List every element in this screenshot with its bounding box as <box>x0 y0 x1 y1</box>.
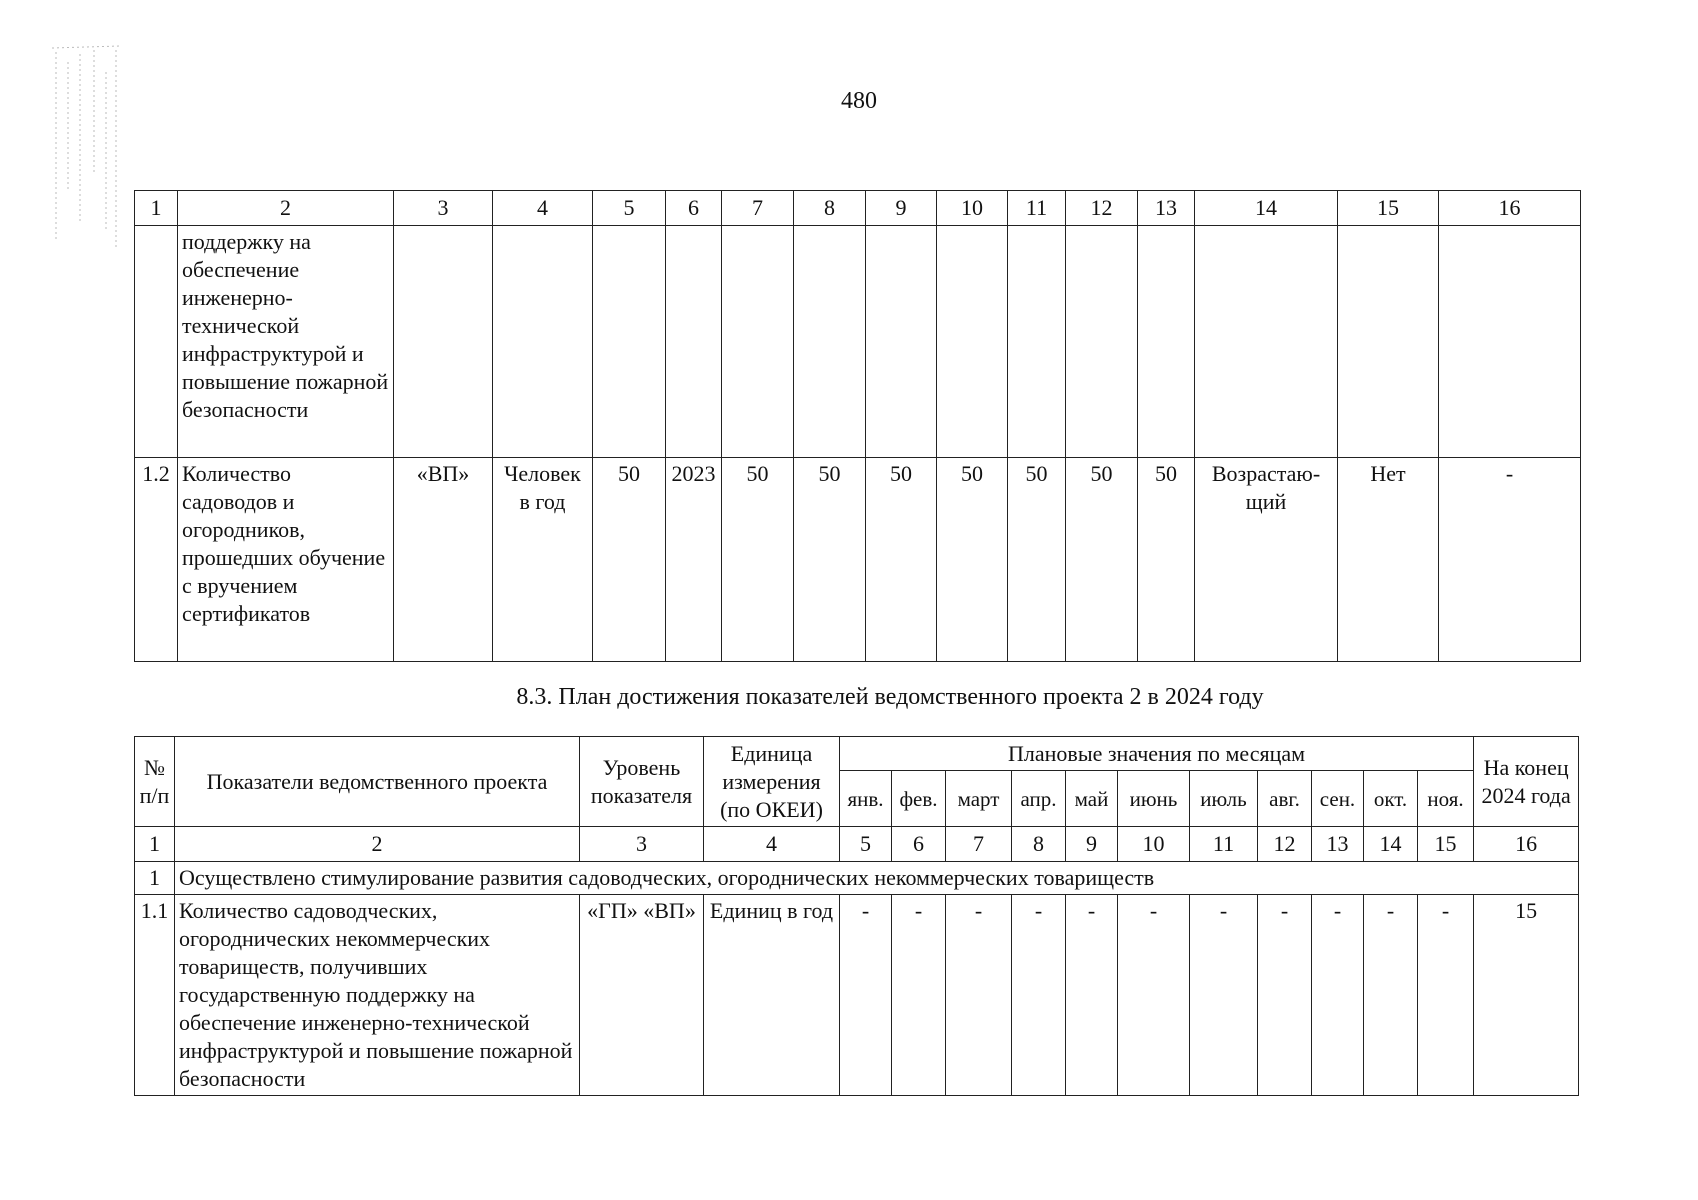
row-number: 1.2 <box>135 458 178 662</box>
indicator-name-continued: поддержку на обеспечение инженерно-технической инфраструктурой и повышение пожарной безопасности <box>178 226 394 458</box>
table-cell <box>493 226 593 458</box>
section-number: 1 <box>135 862 175 895</box>
month-value: - <box>1118 895 1190 1096</box>
month-value: - <box>1190 895 1258 1096</box>
header-cell: 11 <box>1008 191 1066 226</box>
indicator-name: Количество садоводов и огородников, прошедших обучение с вручением сертификатов <box>178 458 394 662</box>
stamp-mark <box>50 42 122 252</box>
column-number: 2 <box>175 827 580 862</box>
dynamics-cell: Возрастаю-щий <box>1195 458 1338 662</box>
month-value: - <box>1012 895 1066 1096</box>
column-number: 10 <box>1118 827 1190 862</box>
header-cell: 3 <box>394 191 493 226</box>
month-header: июнь <box>1118 771 1190 827</box>
month-header: март <box>946 771 1012 827</box>
indicator-name: Количество садоводческих, огороднических некоммерческих товариществ, получивших государственную поддержку на обеспечение инженерно-технической инфраструктурой и повышение пожарной безопасности <box>175 895 580 1096</box>
header-level: Уровень показателя <box>580 737 704 827</box>
table-cell <box>1338 226 1439 458</box>
month-header: окт. <box>1364 771 1418 827</box>
month-header: апр. <box>1012 771 1066 827</box>
value-cell: 50 <box>866 458 937 662</box>
header-indicator: Показатели ведомственного проекта <box>175 737 580 827</box>
value-cell: 50 <box>1138 458 1195 662</box>
table-row <box>135 458 1581 662</box>
table-header-row <box>135 737 1579 771</box>
table-cell <box>666 226 722 458</box>
header-cell: 8 <box>794 191 866 226</box>
month-value: - <box>1258 895 1312 1096</box>
table-cell <box>1195 226 1338 458</box>
header-cell: 7 <box>722 191 794 226</box>
header-cell: 5 <box>593 191 666 226</box>
column-number: 9 <box>1066 827 1118 862</box>
header-unit: Единица измерения (по ОКЕИ) <box>704 737 840 827</box>
month-value: - <box>1418 895 1474 1096</box>
header-plan-months: Плановые значения по месяцам <box>840 737 1474 771</box>
header-cell: 13 <box>1138 191 1195 226</box>
end-of-year-value: 15 <box>1474 895 1579 1096</box>
month-header: май <box>1066 771 1118 827</box>
value-cell: 50 <box>794 458 866 662</box>
column-number: 13 <box>1312 827 1364 862</box>
table-cell <box>937 226 1008 458</box>
column-number: 1 <box>135 827 175 862</box>
table-cell <box>1008 226 1066 458</box>
table-row <box>135 895 1579 1096</box>
table-cell <box>1066 226 1138 458</box>
column-number: 15 <box>1418 827 1474 862</box>
month-value: - <box>946 895 1012 1096</box>
column-number: 5 <box>840 827 892 862</box>
month-header: июль <box>1190 771 1258 827</box>
value-cell: - <box>1439 458 1581 662</box>
section-text: Осуществлено стимулирование развития садоводческих, огороднических некоммерческих товариществ <box>175 862 1579 895</box>
table-cell <box>394 226 493 458</box>
section-title: 8.3. План достижения показателей ведомственного проекта 2 в 2024 году <box>516 684 1264 710</box>
header-cell: 10 <box>937 191 1008 226</box>
row-number: 1.1 <box>135 895 175 1096</box>
column-number: 11 <box>1190 827 1258 862</box>
value-cell: 2023 <box>666 458 722 662</box>
header-cell: 2 <box>178 191 394 226</box>
header-cell: 16 <box>1439 191 1581 226</box>
value-cell: 50 <box>1066 458 1138 662</box>
month-header: фев. <box>892 771 946 827</box>
header-cell: 14 <box>1195 191 1338 226</box>
table-row-continuation <box>135 226 1581 458</box>
value-cell: 50 <box>722 458 794 662</box>
column-number-row <box>135 827 1579 862</box>
month-header: янв. <box>840 771 892 827</box>
column-number: 4 <box>704 827 840 862</box>
header-cell: 1 <box>135 191 178 226</box>
top-indicator-table <box>134 190 1581 662</box>
section-row <box>135 862 1579 895</box>
month-value: - <box>1364 895 1418 1096</box>
table-cell <box>1439 226 1581 458</box>
page-number: 480 <box>841 88 877 114</box>
month-value: - <box>1066 895 1118 1096</box>
header-cell: 12 <box>1066 191 1138 226</box>
value-cell: 50 <box>937 458 1008 662</box>
month-value: - <box>1312 895 1364 1096</box>
column-number: 6 <box>892 827 946 862</box>
table-cell <box>135 226 178 458</box>
column-number: 16 <box>1474 827 1579 862</box>
table-header-row <box>135 191 1581 226</box>
unit: Единиц в год <box>704 895 840 1096</box>
column-number: 12 <box>1258 827 1312 862</box>
month-header: сен. <box>1312 771 1364 827</box>
column-number: 3 <box>580 827 704 862</box>
table-cell <box>794 226 866 458</box>
plan-table <box>134 736 1579 1096</box>
value-cell: Нет <box>1338 458 1439 662</box>
month-header: ноя. <box>1418 771 1474 827</box>
header-end-of-year: На конец 2024 года <box>1474 737 1579 827</box>
table-cell <box>866 226 937 458</box>
value-cell: 50 <box>593 458 666 662</box>
header-cell: 15 <box>1338 191 1439 226</box>
column-number: 14 <box>1364 827 1418 862</box>
month-value: - <box>892 895 946 1096</box>
header-cell: 6 <box>666 191 722 226</box>
header-number: № п/п <box>135 737 175 827</box>
month-header: авг. <box>1258 771 1312 827</box>
column-number: 8 <box>1012 827 1066 862</box>
header-cell: 4 <box>493 191 593 226</box>
month-value: - <box>840 895 892 1096</box>
indicator-level: «ГП» «ВП» <box>580 895 704 1096</box>
unit: Человек в год <box>493 458 593 662</box>
table-cell <box>722 226 794 458</box>
column-number: 7 <box>946 827 1012 862</box>
header-cell: 9 <box>866 191 937 226</box>
table-cell <box>593 226 666 458</box>
indicator-level: «ВП» <box>394 458 493 662</box>
value-cell: 50 <box>1008 458 1066 662</box>
table-cell <box>1138 226 1195 458</box>
